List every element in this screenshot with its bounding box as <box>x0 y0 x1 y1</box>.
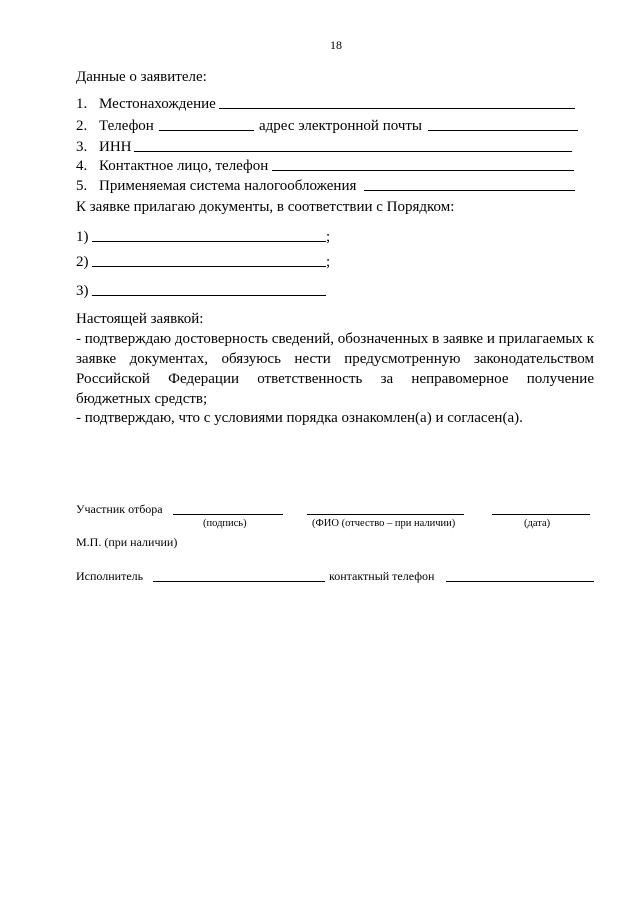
email-label: адрес электронной почты <box>259 118 423 134</box>
declaration-line: - подтверждаю достоверность сведений, обозначенных в заявке и прилагаемых к <box>76 331 594 347</box>
applicant-item-number: 4. <box>76 158 88 174</box>
participant-label: Участник отбора <box>76 502 163 516</box>
executor-field[interactable] <box>153 581 325 582</box>
attachment-field[interactable] <box>92 266 326 267</box>
declaration-paragraph-1 <box>76 330 594 410</box>
attachment-number: 1) <box>76 229 89 245</box>
page-number: 18 <box>330 38 342 52</box>
applicant-item-number: 2. <box>76 118 88 134</box>
email-field[interactable] <box>428 130 578 131</box>
signature-caption: (подпись) <box>203 518 247 529</box>
applicant-heading: Данные о заявителе: <box>76 69 207 85</box>
date-caption: (дата) <box>524 518 551 529</box>
contact-phone-field[interactable] <box>446 581 594 582</box>
stamp-label: М.П. (при наличии) <box>76 535 178 549</box>
date-field[interactable] <box>492 514 590 515</box>
applicant-item-number: 1. <box>76 96 88 112</box>
attachment-number: 2) <box>76 254 89 270</box>
declaration-paragraph-2: - подтверждаю, что с условиями порядка ознакомлен(а) и согласен(а). <box>76 410 523 426</box>
applicant-item-number: 5. <box>76 178 88 194</box>
full-name-caption: (ФИО (отчество – при наличии) <box>312 518 456 529</box>
location-label: Местонахождение <box>99 96 216 112</box>
attachment-end: ; <box>326 254 331 270</box>
declaration-heading: Настоящей заявкой: <box>76 311 204 327</box>
declaration-line: бюджетных средств; <box>76 391 208 407</box>
inn-label: ИНН <box>99 139 132 155</box>
attachment-number: 3) <box>76 283 89 299</box>
phone-field[interactable] <box>159 130 254 131</box>
declaration-line: заявке документах, обязуюсь нести предусмотренную законодательством <box>76 351 594 367</box>
location-field[interactable] <box>219 108 575 109</box>
applicant-item-number: 3. <box>76 139 88 155</box>
signature-field[interactable] <box>173 514 283 515</box>
declaration-line: Российской Федерации ответственность за неправомерное получение <box>76 371 594 387</box>
tax-system-label: Применяемая система налогообложения <box>99 178 357 194</box>
contact-person-label: Контактное лицо, телефон <box>99 158 269 174</box>
tax-system-field[interactable] <box>364 190 575 191</box>
inn-field[interactable] <box>134 151 572 152</box>
full-name-field[interactable] <box>307 514 464 515</box>
attachments-heading: К заявке прилагаю документы, в соответствии с Порядком: <box>76 199 455 215</box>
phone-label: Телефон <box>99 118 154 134</box>
attachment-field[interactable] <box>92 241 326 242</box>
attachment-field[interactable] <box>92 295 326 296</box>
executor-label: Исполнитель <box>76 569 144 583</box>
contact-phone-label: контактный телефон <box>329 569 435 583</box>
contact-person-field[interactable] <box>272 170 574 171</box>
attachment-end: ; <box>326 229 331 245</box>
